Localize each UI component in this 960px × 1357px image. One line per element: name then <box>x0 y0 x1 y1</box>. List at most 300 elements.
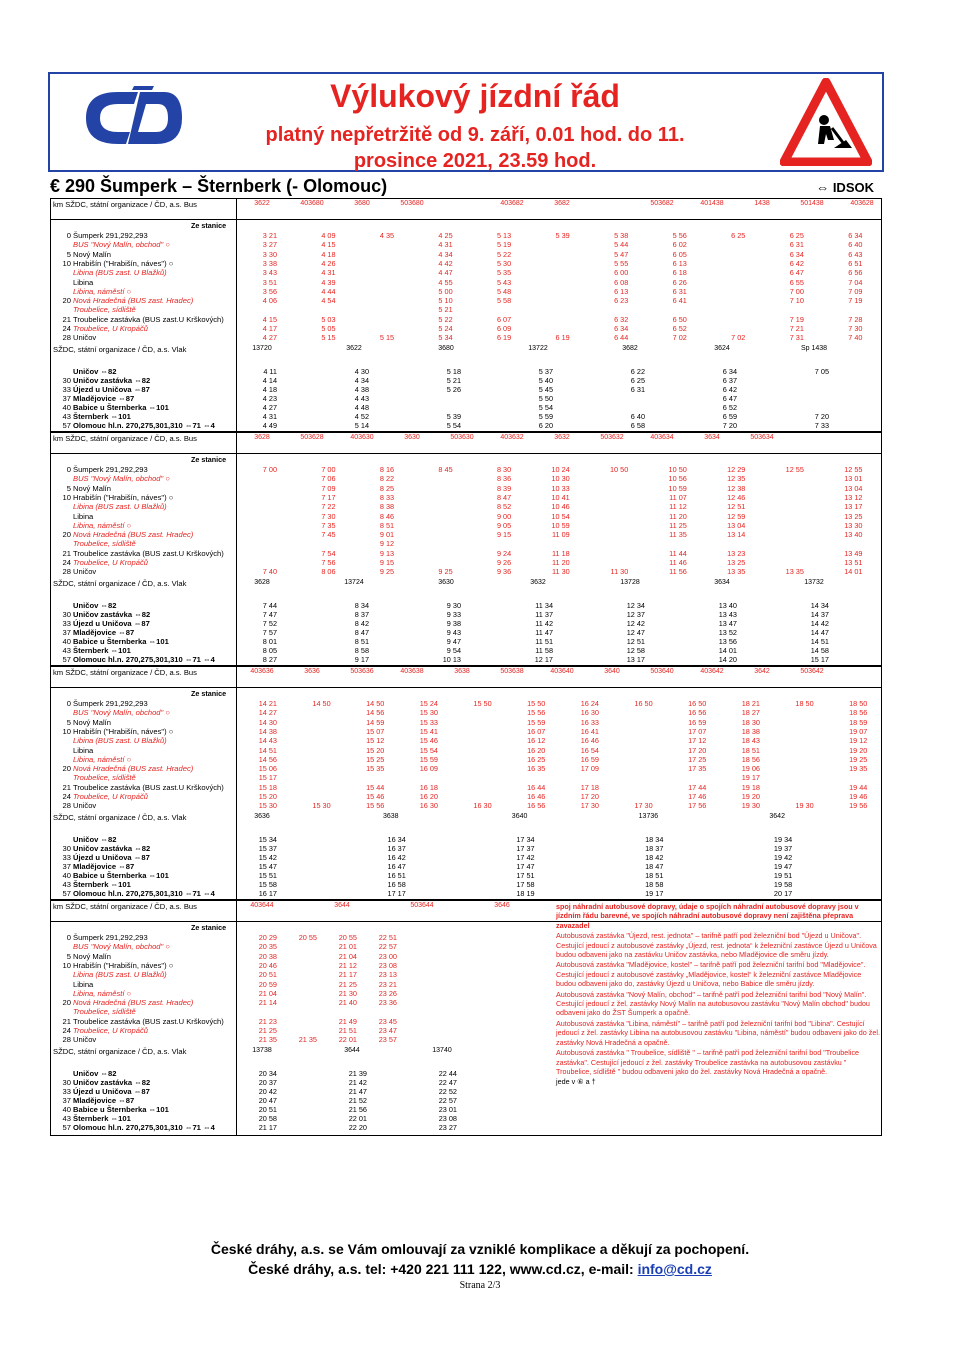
bus-time: 17 20 <box>688 745 707 755</box>
bus-time: 23 45 <box>378 1016 397 1026</box>
bus-time: 13 40 <box>844 530 863 540</box>
train-number: 3622 <box>346 345 362 352</box>
bus-time: 9 00 <box>496 511 512 521</box>
bus-time: 18 56 <box>849 708 868 718</box>
bus-time: 17 07 <box>688 726 707 736</box>
train-number: 3682 <box>622 345 638 352</box>
bus-station-name: Nová Hradečná (BUS zast. Hradec) <box>73 296 194 306</box>
bus-time: 7 00 <box>262 465 277 474</box>
bus-time: 16 59 <box>688 717 707 727</box>
bus-train-number: 3642 <box>754 668 770 675</box>
train-time: 12 58 <box>626 646 645 655</box>
train-time: 19 58 <box>773 880 793 889</box>
legend-item: spoj náhradní autobusové dopravy, údaje o spojích náhradní autobusové dopravy jsou v jízdním řádu barevné, ve spojích náhradní autobusové dopravy není zajištěna přeprava zavazadel <box>556 902 859 930</box>
bus-station-name: Libina (BUS zast. U Blažků) <box>73 502 167 512</box>
bus-time: 5 13 <box>496 231 512 240</box>
train-time: 17 58 <box>516 880 535 889</box>
bus-station-name: Hrabišín ("Hrabišín, náves") ○ <box>73 960 174 970</box>
bus-time: 6 51 <box>848 258 863 268</box>
bus-time: 21 12 <box>338 960 357 970</box>
train-time: 22 57 <box>438 1096 457 1105</box>
bus-time: 13 14 <box>727 530 746 540</box>
bus-time: 19 30 <box>795 801 814 811</box>
bus-time: 22 51 <box>378 933 397 942</box>
km-value: 21 <box>62 548 71 558</box>
km-value: 43 <box>62 880 71 889</box>
bus-station-name: Nová Hradečná (BUS zast. Hradec) <box>73 530 194 540</box>
km-value: 30 <box>62 844 71 853</box>
bus-time: 6 02 <box>672 240 687 250</box>
bus-train-number: 403638 <box>400 668 424 675</box>
bus-time: 11 56 <box>669 567 687 577</box>
bus-time: 11 46 <box>669 558 687 567</box>
bus-time: 15 24 <box>419 699 438 708</box>
bus-time: 16 46 <box>580 736 599 746</box>
bus-time: 17 30 <box>634 801 653 811</box>
bus-train-number: 503638 <box>500 668 524 675</box>
bus-time: 11 35 <box>669 530 687 540</box>
train-station-name: Olomouc hl.n. 270,275,301,310 ⇔71 ⇔4 <box>73 421 215 430</box>
bus-time: 7 09 <box>321 483 336 493</box>
bus-time: 16 50 <box>688 699 707 708</box>
train-time: 13 43 <box>718 610 737 619</box>
bus-station-name: Šumperk 291,292,293 <box>73 933 148 942</box>
train-time: 8 05 <box>262 646 277 655</box>
bus-time: 15 59 <box>527 717 546 727</box>
bus-time: 11 20 <box>669 511 687 521</box>
bus-time: 8 30 <box>496 465 512 474</box>
bus-time: 10 59 <box>668 483 687 493</box>
bus-time: 19 44 <box>849 782 868 792</box>
bus-time: 8 33 <box>379 492 395 502</box>
km-value: 0 <box>66 699 71 708</box>
train-header-label: SŽDC, státní organizace / ČD, a.s. Vlak <box>53 579 187 588</box>
bus-time: 16 20 <box>419 792 438 801</box>
bus-time: 4 06 <box>262 296 277 306</box>
bus-time: 21 14 <box>258 998 277 1008</box>
bus-time: 7 00 <box>321 465 336 474</box>
validity-text <box>210 122 740 174</box>
bus-time: 5 19 <box>496 240 512 250</box>
km-value: 5 <box>66 717 71 727</box>
train-number: 3634 <box>714 579 730 586</box>
bus-time: 4 17 <box>262 324 277 333</box>
bus-time: 9 15 <box>496 530 512 540</box>
train-station-name: Babice u Šternberka ⇔101 <box>73 637 169 646</box>
ze-stanice-label: Ze stanice <box>191 923 227 932</box>
bus-time: 17 18 <box>580 782 599 792</box>
bus-time: 23 00 <box>378 951 397 961</box>
bus-time: 7 28 <box>848 314 863 324</box>
train-time: 11 34 <box>535 601 553 610</box>
bus-time: 20 29 <box>258 933 277 942</box>
train-time: 15 47 <box>258 862 277 871</box>
bus-time: 4 15 <box>262 314 277 324</box>
bus-station-name: BUS "Nový Malín, obchod" ○ <box>73 708 170 718</box>
bus-time: 15 30 <box>258 801 277 811</box>
bus-time: 6 56 <box>848 268 863 278</box>
bus-time: 6 19 <box>496 333 512 343</box>
bus-station-name: Nový Malín <box>73 717 111 727</box>
bus-station-name: Nová Hradečná (BUS zast. Hradec) <box>73 998 194 1008</box>
bus-train-number: 3632 <box>554 434 570 441</box>
bus-time: 6 43 <box>848 249 863 259</box>
train-time: 18 19 <box>516 889 535 898</box>
train-time: 9 47 <box>446 637 461 646</box>
train-header-label: SŽDC, státní organizace / ČD, a.s. Vlak <box>53 813 187 822</box>
train-time: 21 42 <box>348 1078 367 1087</box>
train-time: 7 33 <box>814 421 829 430</box>
km-value: 33 <box>62 853 71 862</box>
train-time: 4 23 <box>262 394 277 403</box>
bus-time: 22 57 <box>378 942 397 952</box>
bus-time: 9 01 <box>379 530 395 540</box>
bus-time: 5 05 <box>321 324 336 333</box>
train-time: 9 17 <box>354 655 369 664</box>
km-value: 10 <box>62 492 71 502</box>
train-time: 6 34 <box>722 367 737 376</box>
km-value: 10 <box>62 726 71 736</box>
ids-label: ⇔ IDSOK <box>816 180 874 195</box>
bus-time: 8 25 <box>379 483 395 493</box>
train-time: 14 34 <box>810 601 829 610</box>
bus-time: 7 35 <box>321 520 336 530</box>
bus-time: 6 44 <box>614 333 629 343</box>
bus-time: 20 55 <box>338 933 357 942</box>
bus-time: 16 20 <box>527 745 546 755</box>
bus-time: 14 56 <box>258 754 277 764</box>
bus-train-number: 3644 <box>334 902 350 909</box>
train-time: 13 47 <box>718 619 737 628</box>
bus-time: 10 33 <box>551 483 570 493</box>
bus-station-name: BUS "Nový Malín, obchod" ○ <box>73 474 170 484</box>
bus-time: 7 21 <box>789 324 804 333</box>
bus-train-number: 403644 <box>250 902 274 909</box>
bus-time: 11 18 <box>552 548 570 558</box>
bus-train-number: 1438 <box>754 200 770 207</box>
bus-train-number: 403634 <box>650 434 674 441</box>
bus-time: 15 33 <box>419 717 438 727</box>
bus-train-number: 3628 <box>254 434 270 441</box>
train-number: 13722 <box>528 345 548 352</box>
bus-time: 17 44 <box>688 782 707 792</box>
bus-time: 21 51 <box>338 1026 357 1035</box>
bus-time: 19 17 <box>741 773 760 783</box>
train-time: 6 59 <box>722 412 737 421</box>
bus-time: 6 41 <box>672 296 687 306</box>
bus-time: 5 55 <box>614 258 629 268</box>
bus-train-number: 403630 <box>350 434 374 441</box>
train-time: 6 31 <box>630 385 645 394</box>
bus-time: 14 30 <box>258 717 277 727</box>
bus-time: 6 19 <box>555 333 570 343</box>
bus-station-name: Nový Malín <box>73 249 111 259</box>
train-time: 6 52 <box>722 403 737 412</box>
bus-time: 6 09 <box>496 324 512 333</box>
km-value: 40 <box>62 637 71 646</box>
timetable-block <box>50 432 882 666</box>
train-time: 6 40 <box>630 412 645 421</box>
bus-time: 15 44 <box>366 782 385 792</box>
train-time: 5 39 <box>446 412 461 421</box>
km-value: 21 <box>62 314 71 324</box>
train-number: 3624 <box>714 345 730 352</box>
train-time: 6 37 <box>722 376 737 385</box>
bus-station-name: Troubelice zastávka (BUS zast.U Krškových) <box>73 314 224 324</box>
bus-train-number: 3634 <box>704 434 720 441</box>
bus-time: 5 03 <box>321 314 336 324</box>
train-time: 4 34 <box>354 376 369 385</box>
bus-time: 6 31 <box>789 240 804 250</box>
km-value: 0 <box>66 231 71 240</box>
train-time: 5 54 <box>446 421 461 430</box>
train-time: 5 14 <box>354 421 369 430</box>
train-time: 4 38 <box>354 385 369 394</box>
bus-time: 15 12 <box>366 736 385 746</box>
train-time: 8 42 <box>354 619 369 628</box>
bus-station-name: Hrabišín ("Hrabišín, náves") ○ <box>73 258 174 268</box>
train-time: 11 47 <box>535 628 553 637</box>
bus-time: 21 25 <box>338 979 357 989</box>
bus-time: 11 07 <box>669 492 687 502</box>
bus-time: 4 55 <box>438 277 453 287</box>
contact-line <box>0 1261 960 1277</box>
train-station-name: Újezd u Uničova ⇔87 <box>73 1087 150 1096</box>
bus-station-name: Uničov <box>73 333 97 343</box>
train-number: 3632 <box>530 579 546 586</box>
bus-time: 6 23 <box>614 296 629 306</box>
train-time: 4 52 <box>354 412 369 421</box>
cd-logo <box>78 84 188 152</box>
bus-time: 6 13 <box>614 286 629 296</box>
bus-time: 13 01 <box>844 474 863 484</box>
train-time: 19 42 <box>773 853 793 862</box>
train-time: 5 37 <box>538 367 553 376</box>
train-time: 8 58 <box>354 646 369 655</box>
km-value: 10 <box>62 258 71 268</box>
train-time: 14 01 <box>718 646 737 655</box>
bus-time: 5 35 <box>496 268 512 278</box>
train-time: 14 51 <box>810 637 829 646</box>
bus-station-name: Libina, náměstí ○ <box>73 754 132 764</box>
bus-time: 7 56 <box>321 558 336 567</box>
bus-time: 11 44 <box>669 548 687 558</box>
bus-train-number: 403636 <box>250 668 274 675</box>
train-time: 8 37 <box>354 610 369 619</box>
legend-item: Autobusová zastávka " Troubelice, sídliště " – tarifně patří pod železniční tarifní bod "Troubelice zastávka". Cestující jedoucí z žel. zastávky Troubelice zastávka na autobusovou zastávku " Troubelice, sídliště " budou odbaveni jako do žel. zastávky Nová Hradečná a opačně. <box>556 1048 860 1076</box>
bus-time: 4 54 <box>321 296 336 306</box>
train-number: 13732 <box>804 579 824 586</box>
train-time: 7 20 <box>814 412 829 421</box>
train-time: 12 42 <box>626 619 645 628</box>
km-value: 43 <box>62 412 71 421</box>
train-time: 5 54 <box>538 403 553 412</box>
bus-time: 18 27 <box>741 708 760 718</box>
bus-station-name: Libina (BUS zast. U Blažků) <box>73 970 167 980</box>
bus-train-number: 503644 <box>410 902 434 909</box>
bus-time: 6 55 <box>789 277 804 287</box>
bus-time: 16 50 <box>634 699 653 708</box>
train-time: 15 58 <box>258 880 277 889</box>
train-time: 23 08 <box>438 1114 457 1123</box>
train-station-name: Uničov zastávka ⇔82 <box>73 376 151 385</box>
bus-time: 12 59 <box>727 511 746 521</box>
train-time: 7 57 <box>262 628 277 637</box>
train-station-name: Šternberk ⇔101 <box>73 880 131 889</box>
bus-station-name: Šumperk 291,292,293 <box>73 465 148 474</box>
bus-station-name: Šumperk 291,292,293 <box>73 699 148 708</box>
bus-time: 16 07 <box>527 726 546 736</box>
bus-time: 7 40 <box>848 333 863 343</box>
train-header-label: SŽDC, státní organizace / ČD, a.s. Vlak <box>53 1047 187 1056</box>
bus-time: 10 41 <box>551 492 570 502</box>
bus-time: 23 26 <box>378 988 397 998</box>
bus-train-number: 503634 <box>750 434 774 441</box>
bus-time: 19 20 <box>741 792 760 801</box>
bus-time: 15 54 <box>419 745 438 755</box>
train-time: 4 30 <box>354 367 369 376</box>
bus-station-name: BUS "Nový Malín, obchod" ○ <box>73 240 170 250</box>
bus-time: 15 50 <box>473 699 492 708</box>
bus-station-name: Troubelice, U Kropáčů <box>73 792 148 801</box>
train-time: 21 17 <box>258 1123 277 1132</box>
bus-time: 6 34 <box>848 231 863 240</box>
train-station-name: Šternberk ⇔101 <box>73 1114 131 1123</box>
bus-station-name: Troubelice, sídliště <box>73 1007 136 1017</box>
train-time: 12 51 <box>626 637 645 646</box>
train-time: 19 51 <box>773 871 793 880</box>
bus-time: 6 13 <box>672 258 687 268</box>
km-value: 20 <box>62 530 71 540</box>
bus-time: 8 16 <box>379 465 395 474</box>
bus-time: 15 56 <box>527 708 546 718</box>
bus-time: 5 56 <box>672 231 687 240</box>
train-station-name: Uničov ⇔82 <box>73 367 117 376</box>
bus-station-name: Troubelice, U Kropáčů <box>73 558 148 567</box>
email-link[interactable]: info@cd.cz <box>637 1261 712 1277</box>
bus-time: 6 31 <box>672 286 687 296</box>
train-station-name: Babice u Šternberka ⇔101 <box>73 871 169 880</box>
km-value: 30 <box>62 610 71 619</box>
bus-time: 15 50 <box>527 699 546 708</box>
train-time: 9 54 <box>446 646 461 655</box>
train-time: 20 47 <box>258 1096 277 1105</box>
bus-time: 14 21 <box>258 699 277 708</box>
bus-time: 7 31 <box>789 333 804 343</box>
bus-time: 16 12 <box>527 736 546 746</box>
train-station-name: Šternberk ⇔101 <box>73 646 131 655</box>
train-time: 22 01 <box>348 1114 367 1123</box>
bus-time: 19 06 <box>741 764 760 774</box>
train-time: 14 47 <box>810 628 829 637</box>
bus-time: 19 25 <box>849 754 868 764</box>
bus-time: 17 20 <box>580 792 599 801</box>
bus-time: 4 47 <box>438 268 453 278</box>
bus-time: 7 40 <box>262 567 277 577</box>
bus-time: 5 15 <box>379 333 395 343</box>
bus-time: 16 18 <box>419 782 438 792</box>
km-value: 24 <box>62 1026 71 1035</box>
page-number: Strana 2/3 <box>459 1280 501 1291</box>
bus-time: 7 02 <box>672 333 687 343</box>
bus-train-number: 503682 <box>650 200 674 207</box>
validity-line-1: platný nepřetržitě od 9. září, 0.01 hod. do 11. <box>265 124 685 146</box>
bus-station-name: BUS "Nový Malín, obchod" ○ <box>73 942 170 952</box>
bus-time: 3 56 <box>262 286 277 296</box>
bus-time: 4 39 <box>321 277 336 287</box>
bus-time: 6 34 <box>789 249 804 259</box>
bus-time: 15 46 <box>366 792 385 801</box>
bus-time: 18 43 <box>741 736 760 746</box>
bus-time: 21 49 <box>338 1016 357 1026</box>
bus-time: 20 46 <box>258 960 277 970</box>
bus-time: 14 50 <box>312 699 331 708</box>
train-time: 4 48 <box>354 403 369 412</box>
bus-train-number: 3640 <box>604 668 620 675</box>
km-value: 40 <box>62 871 71 880</box>
bus-time: 5 43 <box>496 277 512 287</box>
bus-header-label: km SŽDC, státní organizace / ČD, a.s. Bus <box>53 434 197 443</box>
bus-time: 20 55 <box>298 933 317 942</box>
train-time: 11 51 <box>535 637 553 646</box>
bus-time: 3 43 <box>262 268 277 278</box>
train-time: 5 18 <box>446 367 461 376</box>
train-time: 5 21 <box>446 376 461 385</box>
train-time: 22 47 <box>438 1078 457 1087</box>
bus-header-label: km SŽDC, státní organizace / ČD, a.s. Bus <box>53 200 197 209</box>
bus-time: 12 51 <box>727 502 746 512</box>
bus-time: 11 25 <box>669 520 687 530</box>
bus-time: 8 06 <box>321 567 336 577</box>
train-time: 16 37 <box>387 844 406 853</box>
km-value: 10 <box>62 960 71 970</box>
bus-time: 5 24 <box>438 324 453 333</box>
train-time: 9 33 <box>446 610 461 619</box>
train-time: 21 39 <box>348 1069 367 1078</box>
bus-time: 15 30 <box>419 708 438 718</box>
train-number: 3642 <box>769 813 785 820</box>
bus-time: 8 51 <box>379 520 395 530</box>
train-station-name: Uničov zastávka ⇔82 <box>73 844 151 853</box>
train-time: 6 47 <box>722 394 737 403</box>
bus-time: 19 46 <box>849 792 868 801</box>
bus-train-number: 503628 <box>300 434 324 441</box>
train-time: 15 37 <box>258 844 277 853</box>
bus-time: 3 51 <box>262 277 277 287</box>
bus-time: 7 10 <box>789 296 804 306</box>
bus-time: 7 00 <box>789 286 804 296</box>
bus-time: 6 42 <box>789 258 804 268</box>
bus-time: 5 15 <box>321 333 336 343</box>
train-time: 13 17 <box>626 655 645 664</box>
train-station-name: Uničov ⇔82 <box>73 601 117 610</box>
bus-time: 14 43 <box>258 736 277 746</box>
bus-time: 16 30 <box>473 801 492 811</box>
train-time: 8 47 <box>354 628 369 637</box>
route-title: € 290 Šumperk – Šternberk (- Olomouc) <box>50 176 388 196</box>
bus-time: 7 30 <box>848 324 863 333</box>
bus-train-number: 503640 <box>650 668 674 675</box>
train-time: 20 58 <box>258 1114 277 1123</box>
train-time: 14 37 <box>810 610 829 619</box>
bus-time: 20 51 <box>258 970 277 980</box>
bus-time: 15 59 <box>419 754 438 764</box>
train-time: 22 20 <box>348 1123 367 1132</box>
bus-time: 7 06 <box>321 474 336 484</box>
bus-time: 21 04 <box>258 988 277 998</box>
train-number: 3630 <box>438 579 454 586</box>
bus-time: 10 46 <box>551 502 570 512</box>
